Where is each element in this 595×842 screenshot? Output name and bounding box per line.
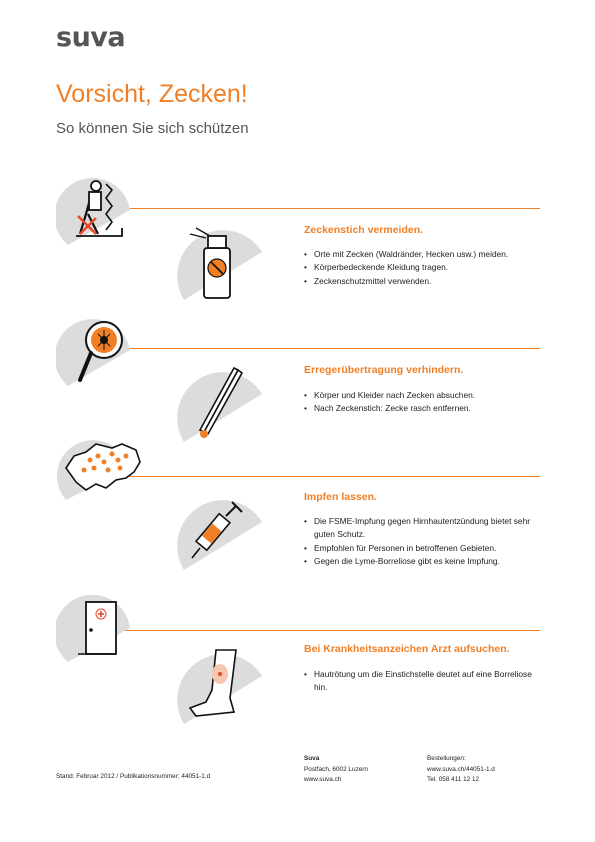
footer-address: Postfach, 6002 Luzern	[304, 765, 368, 773]
footer-orders-block	[427, 754, 495, 786]
section-divider	[118, 348, 540, 349]
section-bullet-list	[304, 515, 540, 569]
footer-stand: Stand: Februar 2012 / Publikationsnummer: 44051-1.d	[56, 773, 211, 780]
bullet-item: • Nach Zeckenstich: Zecke rasch entfernen.	[304, 402, 540, 415]
tweezers-icon	[176, 364, 268, 444]
page-subtitle: So können Sie sich schützen	[56, 120, 249, 137]
section-divider	[118, 630, 540, 631]
footer-org: Suva	[304, 755, 320, 762]
section-heading: Zeckenstich vermeiden.	[304, 224, 424, 236]
section-divider	[118, 208, 540, 209]
bullet-item: • Hautrötung um die Einstichstelle deutet auf eine Borreliose hin.	[304, 668, 540, 695]
footer-address-block	[304, 754, 368, 786]
section-heading: Impfen lassen.	[304, 491, 377, 503]
footer-phone: Tel. 058 411 12 12	[427, 776, 480, 783]
bullet-item: • Zeckenschutzmittel verwenden.	[304, 275, 540, 288]
section-bullet-list	[304, 389, 540, 416]
footer-orders-link[interactable]: www.suva.ch/44051-1.d	[427, 765, 495, 773]
leg-rash-icon	[176, 646, 268, 726]
bullet-item: • Körperbedeckende Kleidung tragen.	[304, 261, 540, 274]
section-divider	[118, 476, 540, 477]
footer-web-link[interactable]: www.suva.ch	[304, 776, 342, 783]
section-heading: Erregerübertragung verhindern.	[304, 364, 464, 376]
hiker-icon	[56, 170, 136, 250]
section-bullet-list	[304, 668, 540, 695]
bullet-item: • Orte mit Zecken (Waldränder, Hecken usw.) meiden.	[304, 248, 540, 261]
section-bullet-list	[304, 248, 540, 288]
footer-orders-label: Bestellungen:	[427, 755, 466, 762]
bullet-item: • Die FSME-Impfung gegen Hirnhautentzündung bietet sehr guten Schutz.	[304, 515, 540, 542]
magnifier-tick-icon	[56, 308, 136, 390]
doctor-door-icon	[56, 590, 136, 666]
bullet-item: • Körper und Kleider nach Zecken absuchen.	[304, 389, 540, 402]
switzerland-map-icon	[56, 434, 146, 504]
repellent-spray-icon	[176, 222, 268, 302]
bullet-item: • Empfohlen für Personen in betroffenen Gebieten.	[304, 542, 540, 555]
suva-logo: suva	[56, 22, 126, 53]
bullet-item: • Gegen die Lyme-Borreliose gibt es keine Impfung.	[304, 555, 540, 568]
page-title: Vorsicht, Zecken!	[56, 80, 248, 108]
section-heading: Bei Krankheitsanzeichen Arzt aufsuchen.	[304, 643, 510, 655]
syringe-icon	[176, 492, 268, 572]
